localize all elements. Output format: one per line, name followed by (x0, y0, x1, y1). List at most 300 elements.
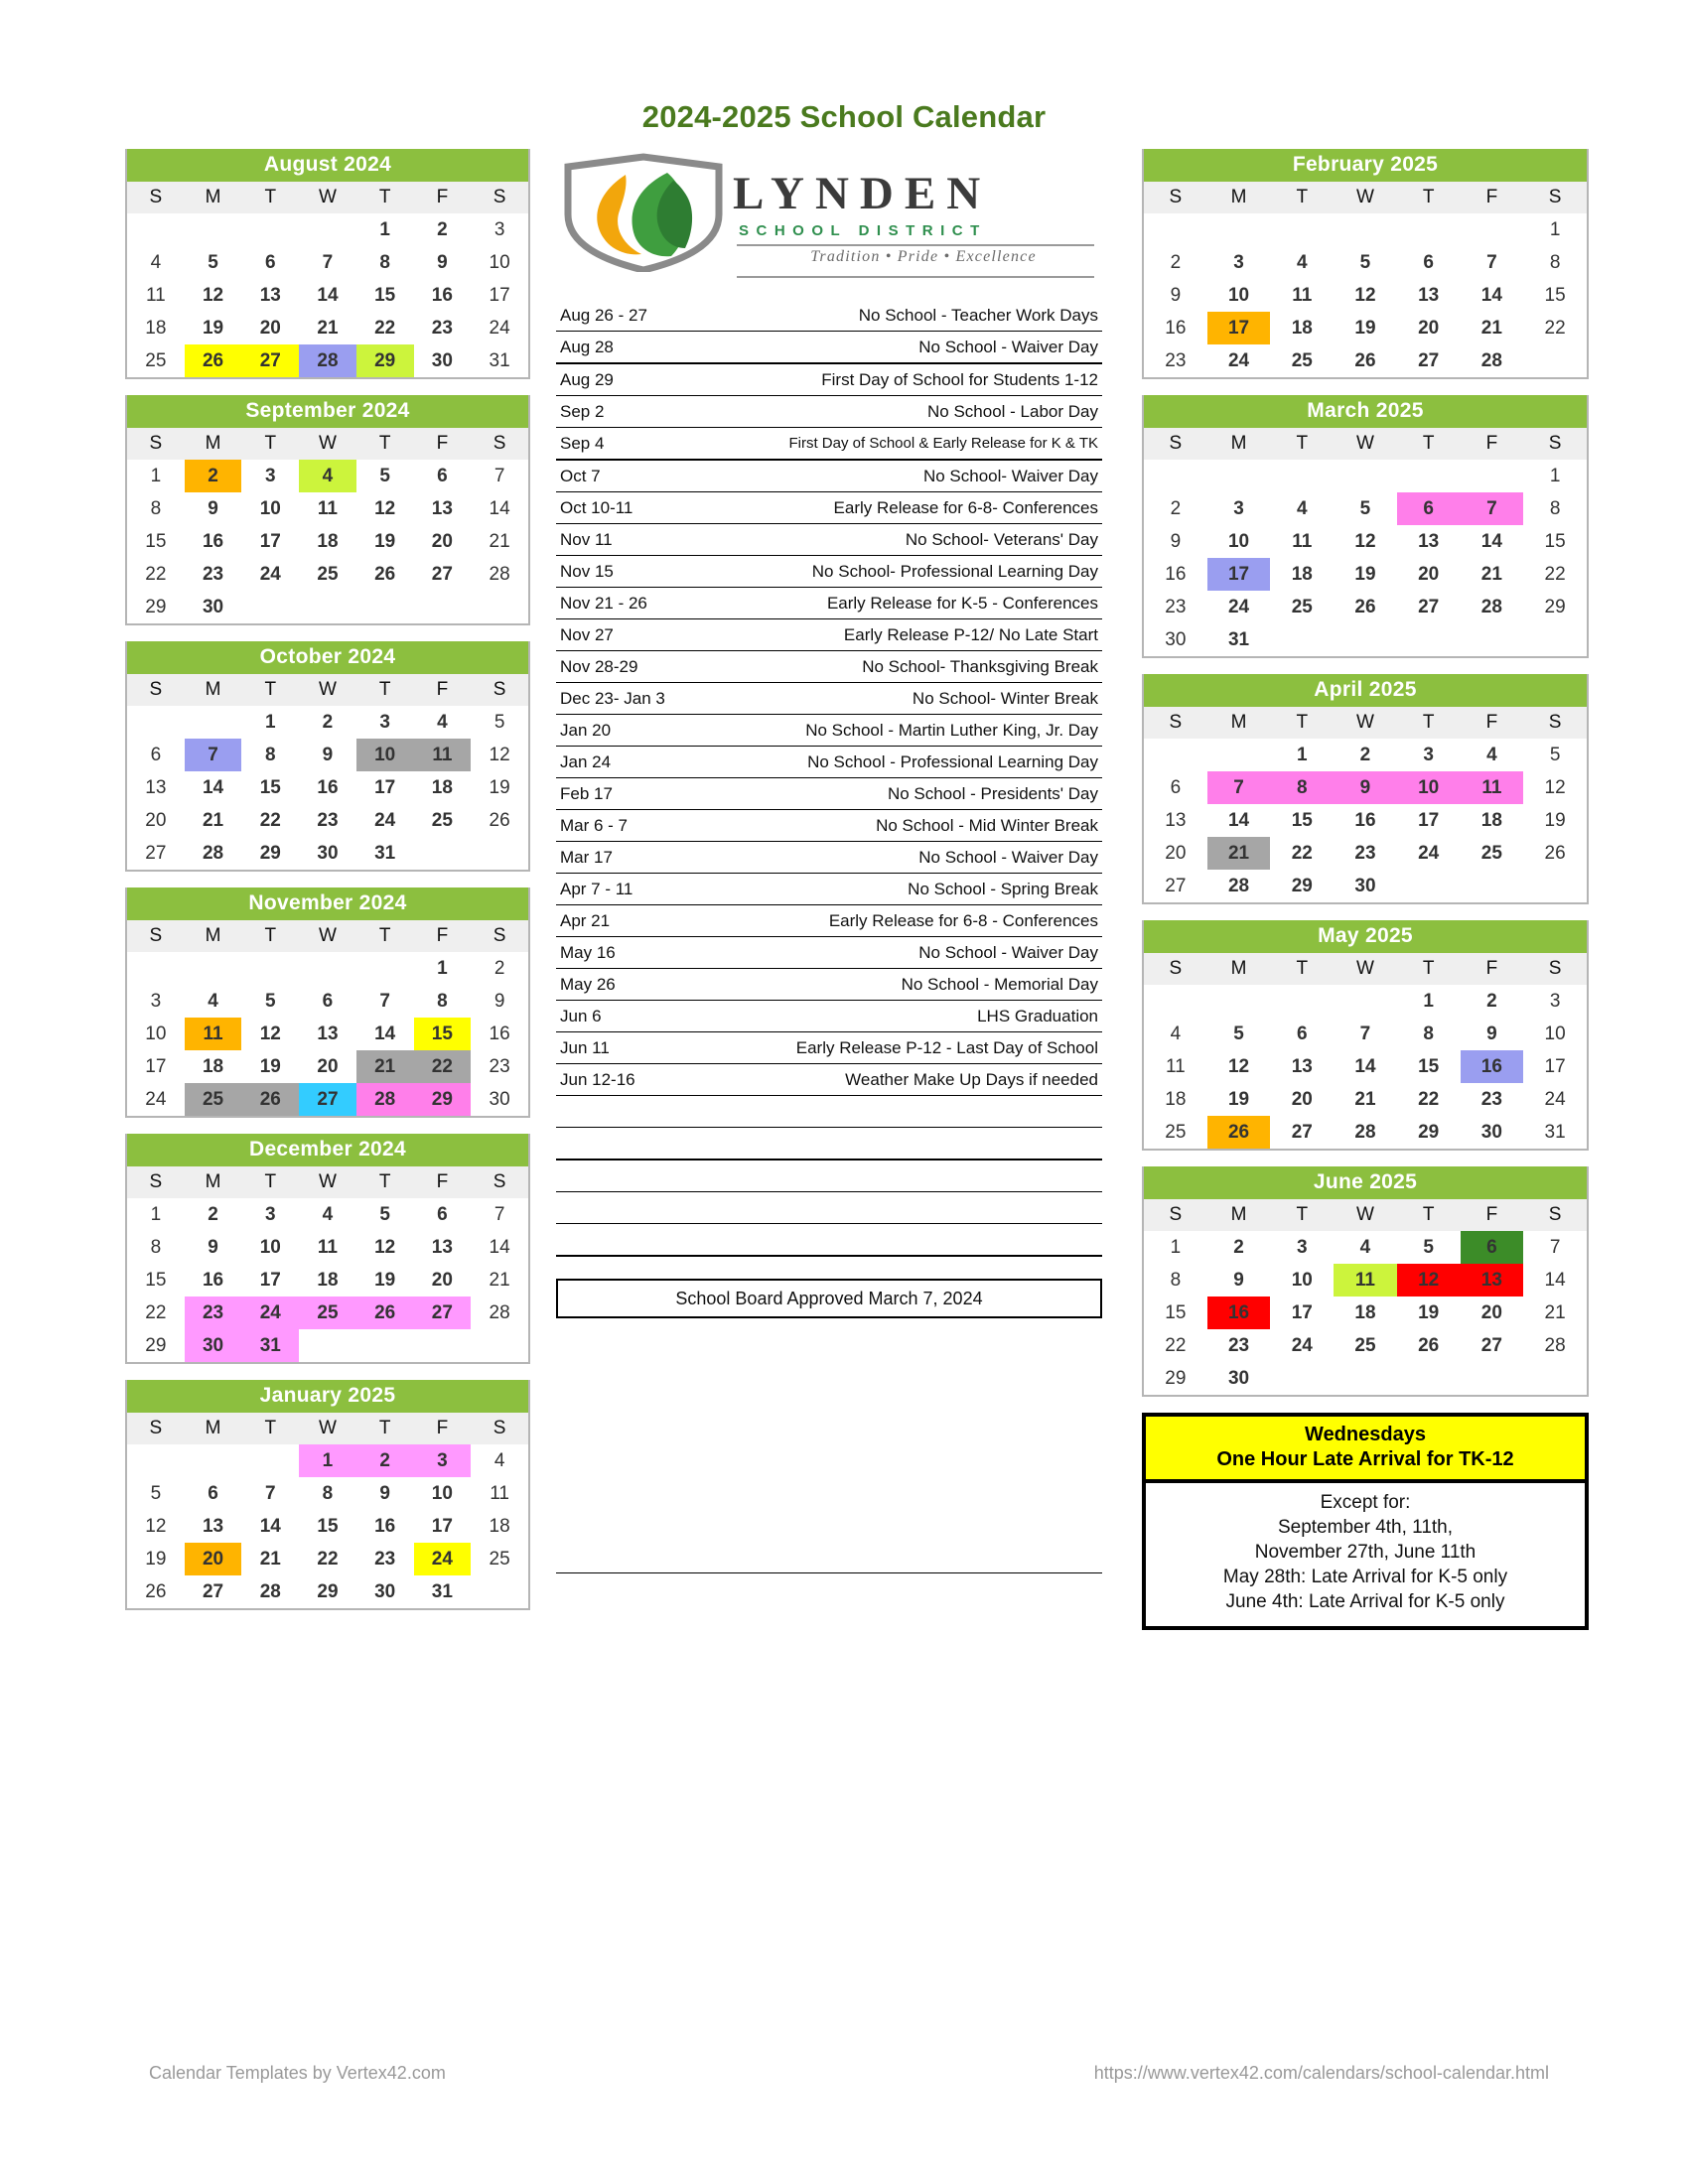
calendar-day-highlighted: 11 (414, 739, 472, 771)
calendar-day-highlighted: 2 (356, 1444, 414, 1477)
calendar-day-empty (127, 213, 185, 246)
calendar-day: 1 (1549, 465, 1561, 486)
calendar-week-row (127, 558, 528, 591)
calendar-day: 10 (1291, 1269, 1313, 1291)
calendar-week-row (1144, 558, 1587, 591)
calendar-day: 25 (489, 1548, 510, 1570)
calendar-day: 15 (1544, 284, 1566, 306)
calendar-day: 16 (1165, 317, 1187, 339)
calendar-day: 20 (145, 809, 167, 831)
calendar-day: 4 (493, 1449, 505, 1471)
calendar-day: 5 (264, 990, 276, 1012)
calendar-week-row (1144, 460, 1587, 492)
event-description: No School - Martin Luther King, Jr. Day (805, 720, 1098, 740)
calendar-day-empty (299, 952, 356, 985)
calendar-day: 19 (489, 776, 510, 798)
calendar-day: 29 (145, 1334, 167, 1356)
weekday-header: W (1334, 953, 1397, 985)
month-title: October 2024 (127, 641, 528, 674)
calendar-day: 14 (202, 776, 224, 798)
calendar-day: 27 (1165, 875, 1187, 896)
weekday-header: T (241, 182, 299, 213)
calendar-week-row (127, 525, 528, 558)
calendar-day: 13 (1291, 1055, 1313, 1077)
event-date: Mar 17 (560, 847, 613, 867)
calendar-day: 10 (1227, 530, 1250, 552)
calendar-day-highlighted: 3 (414, 1444, 472, 1477)
weekday-header: M (185, 920, 242, 952)
calendar-day-empty (127, 1444, 185, 1477)
weekday-header: T (1270, 428, 1334, 460)
weekday-header: T (356, 674, 414, 706)
calendar-day: 18 (317, 530, 339, 552)
calendar-day-highlighted: 27 (414, 1297, 472, 1329)
calendar-day: 25 (317, 563, 339, 585)
calendar-day: 14 (1354, 1055, 1376, 1077)
calendar-day: 23 (374, 1548, 396, 1570)
event-date: Sep 4 (560, 433, 605, 453)
calendar-day: 6 (1296, 1023, 1308, 1044)
calendar-day: 5 (150, 1482, 162, 1504)
event-description: No School- Winter Break (912, 688, 1098, 708)
calendar-day-empty (1270, 985, 1334, 1018)
calendar-week-row (1144, 246, 1587, 279)
weekday-header: S (1523, 182, 1587, 213)
calendar-day: 27 (1291, 1121, 1313, 1143)
calendar-day: 31 (431, 1580, 453, 1602)
event-description: Weather Make Up Days if needed (845, 1069, 1098, 1089)
calendar-day-empty (1334, 213, 1397, 246)
events-blank-row (556, 1160, 1102, 1192)
event-description: Early Release for K-5 - Conferences (826, 593, 1098, 613)
calendar-day: 26 (1418, 1334, 1440, 1356)
calendar-day: 13 (1418, 284, 1440, 306)
calendar-week-row (127, 1198, 528, 1231)
calendar-day: 8 (1549, 497, 1561, 519)
calendar-day: 8 (322, 1482, 334, 1504)
calendar-day-empty (1334, 1362, 1397, 1395)
calendar-day: 18 (1291, 317, 1313, 339)
calendar-day: 16 (489, 1023, 510, 1044)
event-date: Nov 15 (560, 561, 614, 581)
calendar-day: 11 (1292, 284, 1313, 306)
weekday-header: T (1270, 953, 1334, 985)
weekday-header: W (1334, 182, 1397, 213)
calendar-day: 16 (374, 1515, 396, 1537)
calendar-week-row (127, 312, 528, 344)
event-row (556, 619, 1102, 651)
calendar-week-row (1144, 1231, 1587, 1264)
calendar-day: 18 (1480, 809, 1502, 831)
weekday-header: F (1461, 1199, 1524, 1231)
calendar-day-empty (1523, 1362, 1587, 1395)
calendar-day: 14 (259, 1515, 281, 1537)
weekday-header: T (356, 920, 414, 952)
calendar-day: 15 (317, 1515, 339, 1537)
calendar-day: 23 (1227, 1334, 1250, 1356)
events-blank-row (556, 1192, 1102, 1224)
calendar-day-empty (1397, 460, 1461, 492)
calendar-day: 15 (145, 1269, 167, 1291)
event-date: Aug 26 - 27 (560, 305, 647, 325)
month-title: May 2025 (1144, 920, 1587, 953)
month-title: November 2024 (127, 887, 528, 920)
calendar-day: 4 (150, 251, 162, 273)
calendar-day: 29 (1418, 1121, 1440, 1143)
weekday-header: T (1397, 428, 1461, 460)
weekday-header: F (414, 428, 472, 460)
calendar-day: 3 (150, 990, 162, 1012)
calendar-day: 27 (202, 1580, 224, 1602)
event-date: Jun 11 (560, 1037, 610, 1057)
event-row (556, 937, 1102, 969)
calendar-day: 22 (1418, 1088, 1440, 1110)
calendar-day: 19 (1354, 317, 1376, 339)
calendar-day: 28 (1480, 349, 1502, 371)
month-september-2024 (125, 395, 530, 625)
calendar-day: 15 (1291, 809, 1313, 831)
calendar-day: 17 (1291, 1301, 1313, 1323)
calendar-day-empty (185, 1444, 242, 1477)
calendar-week-row (1144, 985, 1587, 1018)
month-january-2025 (125, 1380, 530, 1610)
calendar-day-empty (1397, 213, 1461, 246)
calendar-day: 21 (1544, 1301, 1566, 1323)
calendar-day: 22 (145, 1301, 167, 1323)
calendar-week-row (127, 344, 528, 377)
calendar-day-empty (356, 591, 414, 623)
logo-divider-top (737, 244, 1094, 246)
logo-wordmark: LYNDEN (733, 168, 992, 219)
calendar-day: 1 (1549, 218, 1561, 240)
weekday-header: M (185, 182, 242, 213)
calendar-day: 2 (1233, 1236, 1244, 1258)
calendar-day-empty (471, 591, 528, 623)
calendar-day: 20 (1291, 1088, 1313, 1110)
weekday-header: M (185, 674, 242, 706)
calendar-day: 31 (1544, 1121, 1566, 1143)
weekday-header: T (241, 428, 299, 460)
calendar-day-empty (1461, 870, 1524, 902)
calendar-day: 9 (1486, 1023, 1497, 1044)
weekday-header: W (299, 182, 356, 213)
calendar-day: 19 (1418, 1301, 1440, 1323)
calendar-day: 12 (1227, 1055, 1250, 1077)
calendar-day: 22 (1544, 563, 1566, 585)
weekday-header: T (1270, 1199, 1334, 1231)
calendar-day: 31 (1227, 628, 1250, 650)
event-row (556, 1064, 1102, 1096)
calendar-day: 8 (437, 990, 448, 1012)
calendar-day-empty (1461, 460, 1524, 492)
weekday-header: F (414, 1413, 472, 1444)
event-description: No School- Waiver Day (922, 466, 1098, 485)
weekday-header: T (356, 182, 414, 213)
calendar-day-highlighted: 24 (241, 1297, 299, 1329)
calendar-day: 23 (1480, 1088, 1502, 1110)
calendar-day: 2 (208, 1203, 218, 1225)
calendar-day-highlighted: 27 (299, 1083, 356, 1116)
calendar-day: 14 (1544, 1269, 1566, 1291)
weekday-header: M (1207, 707, 1271, 739)
weekday-header: T (356, 428, 414, 460)
calendar-day: 27 (1418, 596, 1440, 617)
calendar-day: 5 (208, 251, 218, 273)
calendar-day: 25 (431, 809, 453, 831)
event-date: Jan 24 (560, 751, 612, 771)
calendar-day: 29 (259, 842, 281, 864)
calendar-week-row (1144, 804, 1587, 837)
calendar-day: 15 (1165, 1301, 1187, 1323)
calendar-day: 18 (431, 776, 453, 798)
calendar-day: 30 (1227, 1367, 1250, 1389)
calendar-day: 7 (493, 465, 505, 486)
calendar-day: 19 (1227, 1088, 1250, 1110)
weekday-header: F (1461, 428, 1524, 460)
weekday-header: F (414, 1166, 472, 1198)
center-column (556, 149, 1102, 1573)
calendar-day: 1 (1170, 1236, 1182, 1258)
calendar-day: 6 (1423, 251, 1434, 273)
calendar-day: 26 (1544, 842, 1566, 864)
calendar-day: 2 (493, 957, 505, 979)
calendar-day: 10 (1544, 1023, 1566, 1044)
calendar-day: 16 (317, 776, 339, 798)
calendar-day-empty (185, 213, 242, 246)
calendar-week-row (1144, 771, 1587, 804)
calendar-day-highlighted: 25 (299, 1297, 356, 1329)
weekday-header: F (414, 182, 472, 213)
footer-credit: Calendar Templates by Vertex42.com (149, 2063, 446, 2083)
calendar-day-empty (1461, 213, 1524, 246)
calendar-day-empty (1207, 213, 1271, 246)
month-title: September 2024 (127, 395, 528, 428)
calendar-day-highlighted: 16 (1461, 1050, 1524, 1083)
weekday-header: W (299, 920, 356, 952)
weekday-header: S (1523, 953, 1587, 985)
calendar-day-highlighted: 29 (414, 1083, 472, 1116)
event-description: No School - Professional Learning Day (807, 751, 1098, 771)
calendar-day: 25 (1291, 349, 1313, 371)
left-month-column (125, 149, 530, 1626)
month-title: June 2025 (1144, 1166, 1587, 1199)
calendar-day: 3 (264, 1203, 276, 1225)
event-description: Early Release for 6-8 - Conferences (828, 910, 1098, 930)
weekday-header: T (241, 1166, 299, 1198)
event-row (556, 461, 1102, 492)
calendar-day: 16 (431, 284, 453, 306)
weekday-header: T (241, 920, 299, 952)
calendar-day: 5 (493, 711, 505, 733)
calendar-day: 3 (493, 218, 505, 240)
calendar-week-row (1144, 1018, 1587, 1050)
event-date: Nov 28-29 (560, 656, 638, 676)
calendar-day-highlighted: 24 (414, 1543, 472, 1575)
calendar-day-empty (1270, 1362, 1334, 1395)
calendar-day: 9 (437, 251, 448, 273)
calendar-day: 13 (145, 776, 167, 798)
calendar-day: 18 (1165, 1088, 1187, 1110)
event-date: Sep 2 (560, 401, 605, 421)
calendar-day: 28 (1544, 1334, 1566, 1356)
calendar-day: 7 (1486, 251, 1497, 273)
event-row (556, 300, 1102, 332)
calendar-day: 27 (1480, 1334, 1502, 1356)
calendar-day: 30 (1480, 1121, 1502, 1143)
calendar-day-empty (241, 1444, 299, 1477)
calendar-day: 21 (317, 317, 339, 339)
calendar-day: 13 (1165, 809, 1187, 831)
event-row (556, 905, 1102, 937)
weekday-header: S (1523, 428, 1587, 460)
calendar-week-row (1144, 1264, 1587, 1297)
weekday-header: S (1144, 707, 1207, 739)
calendar-day: 5 (1359, 251, 1371, 273)
calendar-day: 17 (259, 1269, 281, 1291)
event-date: Nov 27 (560, 624, 614, 644)
calendar-day: 9 (208, 1236, 218, 1258)
calendar-day: 22 (259, 809, 281, 831)
calendar-day: 7 (264, 1482, 276, 1504)
calendar-day: 17 (489, 284, 510, 306)
calendar-day: 22 (1291, 842, 1313, 864)
calendar-day: 5 (1359, 497, 1371, 519)
weekday-header: F (1461, 953, 1524, 985)
month-may-2025 (1142, 920, 1589, 1151)
calendar-day: 12 (374, 497, 396, 519)
month-title: December 2024 (127, 1134, 528, 1166)
weekday-header: T (1270, 182, 1334, 213)
calendar-day: 13 (202, 1515, 224, 1537)
calendar-day: 7 (379, 990, 390, 1012)
calendar-day: 3 (264, 465, 276, 486)
calendar-day-empty (1144, 739, 1207, 771)
calendar-day: 24 (1418, 842, 1440, 864)
calendar-week-row (127, 706, 528, 739)
calendar-day: 23 (1165, 596, 1187, 617)
calendar-day: 27 (431, 563, 453, 585)
calendar-day: 15 (145, 530, 167, 552)
calendar-day-highlighted: 11 (185, 1018, 242, 1050)
calendar-day: 4 (1296, 251, 1308, 273)
weekday-header: S (127, 1413, 185, 1444)
calendar-day: 19 (1354, 563, 1376, 585)
calendar-grid (127, 1413, 528, 1608)
footer-url: https://www.vertex42.com/calendars/school-calendar.html (1093, 2063, 1549, 2083)
calendar-grid (127, 920, 528, 1116)
event-row (556, 715, 1102, 747)
weekday-header: S (1144, 1199, 1207, 1231)
calendar-day-empty (356, 952, 414, 985)
calendar-day: 25 (145, 349, 167, 371)
event-date: May 26 (560, 974, 616, 994)
weekday-header: W (299, 428, 356, 460)
weekday-header: T (1397, 707, 1461, 739)
calendar-day: 21 (1480, 317, 1502, 339)
weekday-header: S (127, 674, 185, 706)
weekday-header: W (299, 674, 356, 706)
calendar-day-empty (414, 1329, 472, 1362)
calendar-day: 10 (1227, 284, 1250, 306)
calendar-week-row (1144, 837, 1587, 870)
events-blank-row (556, 1224, 1102, 1257)
calendar-day: 10 (259, 1236, 281, 1258)
calendar-day: 1 (1296, 744, 1308, 765)
calendar-day: 1 (437, 957, 448, 979)
month-december-2024 (125, 1134, 530, 1364)
calendar-grid (1144, 1199, 1587, 1395)
weekday-header: F (1461, 182, 1524, 213)
weekday-header: T (241, 674, 299, 706)
calendar-day-highlighted: 1 (299, 1444, 356, 1477)
calendar-day: 16 (1354, 809, 1376, 831)
calendar-day: 11 (317, 1236, 338, 1258)
board-approval-box (556, 1279, 1102, 1318)
calendar-day: 12 (1544, 776, 1566, 798)
calendar-day: 29 (1544, 596, 1566, 617)
calendar-day: 29 (317, 1580, 339, 1602)
right-month-column (1142, 149, 1589, 1630)
calendar-week-row (1144, 213, 1587, 246)
event-date: Oct 7 (560, 466, 601, 485)
calendar-day-empty (299, 1329, 356, 1362)
calendar-day: 13 (431, 497, 453, 519)
calendar-day-highlighted: 28 (299, 344, 356, 377)
calendar-day-highlighted: 10 (356, 739, 414, 771)
calendar-day: 26 (1354, 349, 1376, 371)
calendar-day: 11 (490, 1482, 509, 1504)
logo-tagline: Tradition • Pride • Excellence (810, 248, 1037, 265)
calendar-week-row (1144, 870, 1587, 902)
calendar-day: 20 (1165, 842, 1187, 864)
month-november-2024 (125, 887, 530, 1118)
weekday-header: W (1334, 428, 1397, 460)
wednesdays-header (1146, 1417, 1585, 1483)
calendar-day: 21 (1480, 563, 1502, 585)
calendar-day: 22 (1544, 317, 1566, 339)
calendar-day: 17 (259, 530, 281, 552)
calendar-day: 3 (1549, 990, 1561, 1012)
weekday-header: M (1207, 182, 1271, 213)
event-date: Jun 12-16 (560, 1069, 635, 1089)
weekday-header: S (127, 920, 185, 952)
calendar-day: 25 (1354, 1334, 1376, 1356)
weekday-header: T (356, 1166, 414, 1198)
weekday-header: S (1523, 707, 1587, 739)
calendar-day-highlighted: 22 (414, 1050, 472, 1083)
event-row (556, 810, 1102, 842)
calendar-day: 23 (202, 563, 224, 585)
calendar-day: 11 (145, 284, 166, 306)
calendar-day: 30 (1354, 875, 1376, 896)
calendar-day: 25 (1291, 596, 1313, 617)
calendar-day: 21 (489, 530, 510, 552)
weekday-header: T (1270, 707, 1334, 739)
event-row (556, 524, 1102, 556)
calendar-day: 15 (374, 284, 396, 306)
event-row (556, 874, 1102, 905)
board-approval-text: School Board Approved March 7, 2024 (675, 1288, 983, 1308)
event-description: No School - Waiver Day (918, 942, 1098, 962)
calendar-day-empty (127, 706, 185, 739)
calendar-day-highlighted: 7 (185, 739, 242, 771)
calendar-day-empty (1207, 985, 1271, 1018)
calendar-day: 20 (1418, 563, 1440, 585)
weekday-header: S (471, 182, 528, 213)
calendar-day: 8 (379, 251, 390, 273)
calendar-week-row (127, 1018, 528, 1050)
calendar-day-highlighted: 31 (241, 1329, 299, 1362)
